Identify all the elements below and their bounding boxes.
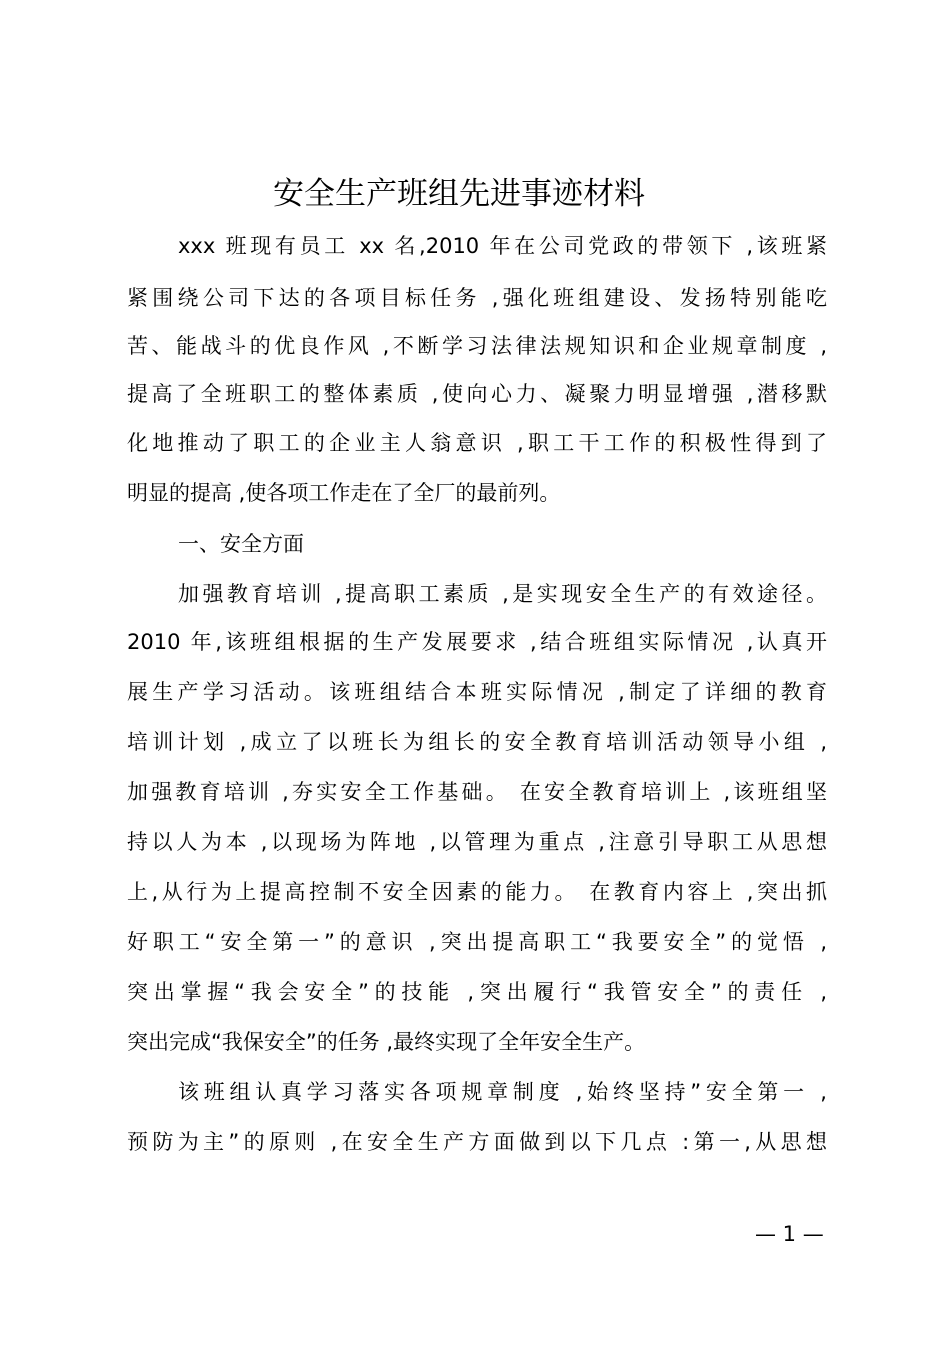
paragraph-line: 该班组认真学习落实各项规章制度 ,始终坚持”安全第一 ,: [178, 1080, 827, 1104]
paragraph-line: 苦、能战斗的优良作风 ,不断学习法律法规知识和企业规章制度 ,: [127, 334, 827, 358]
paragraph-line: 化地推动了职工的企业主人翁意识 ,职工干工作的积极性得到了: [127, 431, 827, 455]
paragraph-line: 提高了全班职工的整体素质 ,使向心力、凝聚力明显增强 ,潜移默: [127, 382, 827, 406]
paragraph-line: 加强教育培训 ,夯实安全工作基础。 在安全教育培训上 ,该班组坚: [127, 780, 827, 804]
paragraph-line: 好职工“安全第一”的意识 ,突出提高职工“我要安全”的觉悟 ,: [127, 930, 827, 954]
section-heading: 一、安全方面: [178, 532, 304, 556]
paragraph-line: 持以人为本 ,以现场为阵地 ,以管理为重点 ,注意引导职工从思想: [127, 830, 827, 854]
paragraph-line: 突出完成“我保安全”的任务 ,最终实现了全年安全生产。: [127, 1030, 646, 1054]
paragraph-line: 上,从行为上提高控制不安全因素的能力。 在教育内容上 ,突出抓: [127, 880, 827, 904]
paragraph-line: 2010 年,该班组根据的生产发展要求 ,结合班组实际情况 ,认真开: [127, 630, 827, 654]
paragraph-line: xxx 班现有员工 xx 名,2010 年在公司党政的带领下 ,该班紧: [178, 234, 827, 258]
paragraph-line: 预防为主”的原则 ,在安全生产方面做到以下几点 :第一,从思想: [127, 1130, 827, 1154]
page-number: — 1 —: [755, 1222, 824, 1246]
paragraph-line: 紧围绕公司下达的各项目标任务 ,强化班组建设、发扬特别能吃: [127, 286, 827, 310]
document-title: 安全生产班组先进事迹材料: [273, 176, 645, 212]
paragraph-line: 展生产学习活动。该班组结合本班实际情况 ,制定了详细的教育: [127, 680, 827, 704]
paragraph-line: 培训计划 ,成立了以班长为组长的安全教育培训活动领导小组 ,: [127, 730, 827, 754]
paragraph-line: 明显的提高 ,使各项工作走在了全厂的最前列。: [127, 481, 561, 505]
paragraph-line: 加强教育培训 ,提高职工素质 ,是实现安全生产的有效途径。: [178, 582, 827, 606]
paragraph-line: 突出掌握“我会安全”的技能 ,突出履行“我管安全”的责任 ,: [127, 980, 827, 1004]
